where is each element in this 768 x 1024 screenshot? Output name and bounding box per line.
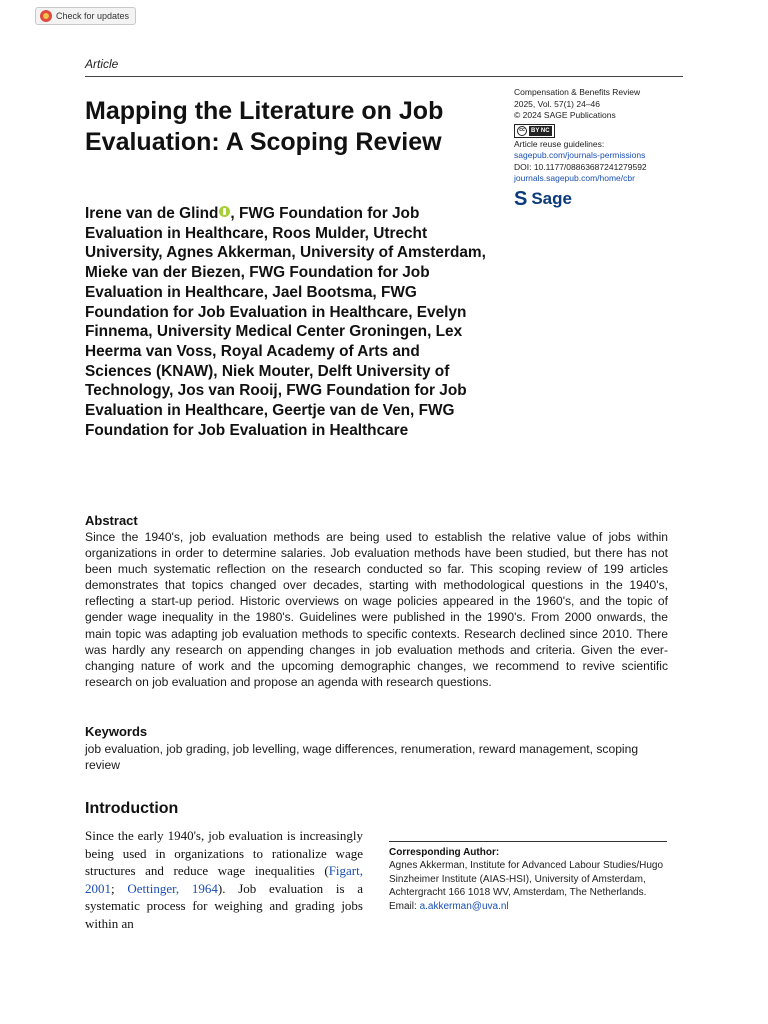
- check-for-updates-badge[interactable]: [35, 7, 136, 25]
- citation-link[interactable]: Figart, 2001: [85, 863, 363, 896]
- check-for-updates-label: Check for updates: [56, 11, 130, 21]
- abstract-text: Since the 1940's, job evaluation methods are being used to establish the relative value of jobs within organizations in order to determine salaries. Job evaluation methods have been studied, but there has not been much systematic reflection on the research conducted so far. This scoping review of 199 articles demonstrates that topics changed over decades, starting with methodological questions in the 1940's, reflecting a start-up period. Historic overviews on wage policies appeared in the 1960's, and the topic of gender wage inequality in the 1980's. Guidelines were published in the 1990's. From 2000 onwards, the main topic was adapting job evaluation methods to specific contexts. Research declined since 2010. There was hardly any research on appending changes in job evaluation methods and criteria. Given the ever-changing nature of work and the upcoming demographic changes, we recommend to revive scientific research on job evaluation and propose an agenda with research questions.: [85, 530, 668, 689]
- introduction-heading: Introduction: [85, 800, 179, 817]
- header-rule: [85, 76, 683, 77]
- first-author: Irene van de Glind: [85, 205, 219, 222]
- intro-text-part: ). Job evaluation is a systematic process for weighing and grading jobs within an: [85, 880, 363, 931]
- keywords-heading: Keywords: [85, 724, 148, 739]
- journal-volume: 2025, Vol. 57(1) 24–46: [514, 98, 601, 109]
- doi: DOI: 10.1177/08863687241279592: [514, 161, 647, 172]
- journal-home-link[interactable]: journals.sagepub.com/home/cbr: [514, 173, 635, 183]
- sage-logo-text: Sage: [531, 188, 572, 208]
- corresponding-author-heading: Corresponding Author:: [389, 847, 500, 858]
- introduction-text: [85, 827, 363, 933]
- sage-logo: [514, 187, 704, 210]
- corresponding-author-address: Agnes Akkerman, Institute for Advanced Labour Studies/Hugo Sinzheimer Institute (AIAS-HSI), University of Amsterdam, Achtergracht 166 1018 WV, Amsterdam, The Netherlands.: [389, 860, 664, 899]
- orcid-icon[interactable]: [219, 206, 230, 217]
- paper-title: Mapping the Literature on Job Evaluation: A Scoping Review: [85, 97, 444, 156]
- reuse-link[interactable]: sagepub.com/journals-permissions: [514, 150, 646, 160]
- article-type-label: Article: [85, 57, 119, 71]
- corresponding-author-email-line: [389, 900, 679, 913]
- cc-license-badge[interactable]: [514, 124, 555, 138]
- sage-logo-icon: S: [514, 187, 528, 210]
- reuse-label: Article reuse guidelines:: [514, 138, 605, 149]
- author-list: [85, 204, 490, 440]
- keywords-text: job evaluation, job grading, job levelling, wage differences, renumeration, reward management, scoping review: [85, 742, 639, 773]
- email-label: Email:: [389, 900, 420, 912]
- corresponding-author-rule: [389, 841, 667, 842]
- journal-name: Compensation & Benefits Review: [514, 87, 641, 97]
- check-for-updates-icon: [40, 10, 52, 22]
- citation-link[interactable]: Oettinger, 1964: [127, 880, 218, 896]
- cc-icon: cc: [517, 126, 527, 136]
- corresponding-author-block: [389, 846, 679, 913]
- citation-separator: ;: [111, 880, 128, 896]
- journal-meta: [514, 87, 704, 210]
- cc-by-nc-label: BY NC: [531, 127, 550, 134]
- email-link[interactable]: a.akkerman@uva.nl: [419, 900, 509, 912]
- copyright-line: © 2024 SAGE Publications: [514, 110, 616, 120]
- author-list-rest: , FWG Foundation for Job Evaluation in Healthcare, Roos Mulder, Utrecht University, Agnes Akkerman, University of Amsterdam, Mieke van der Biezen, FWG Foundation for Job Evaluation in Healthcare, Jael Bootsma, FWG Foundation for Job Evaluation in Healthcare, Evelyn Finnema, University Medical Center Groningen, Lex Heerma van Voss, Royal Academy of Arts and Sciences (KNAW), Niek Mouter, Delft University of Technology, Jos van Rooij, FWG Foundation for Job Evaluation in Healthcare, Geertje van de Ven, FWG Foundation for Job Evaluation in Healthcare: [85, 205, 486, 439]
- abstract-heading: Abstract: [85, 513, 138, 528]
- intro-text-part: Since the early 1940's, job evaluation is increasingly being used in organizations to rationalize wage structures and reduce wage inequalities (: [85, 828, 363, 879]
